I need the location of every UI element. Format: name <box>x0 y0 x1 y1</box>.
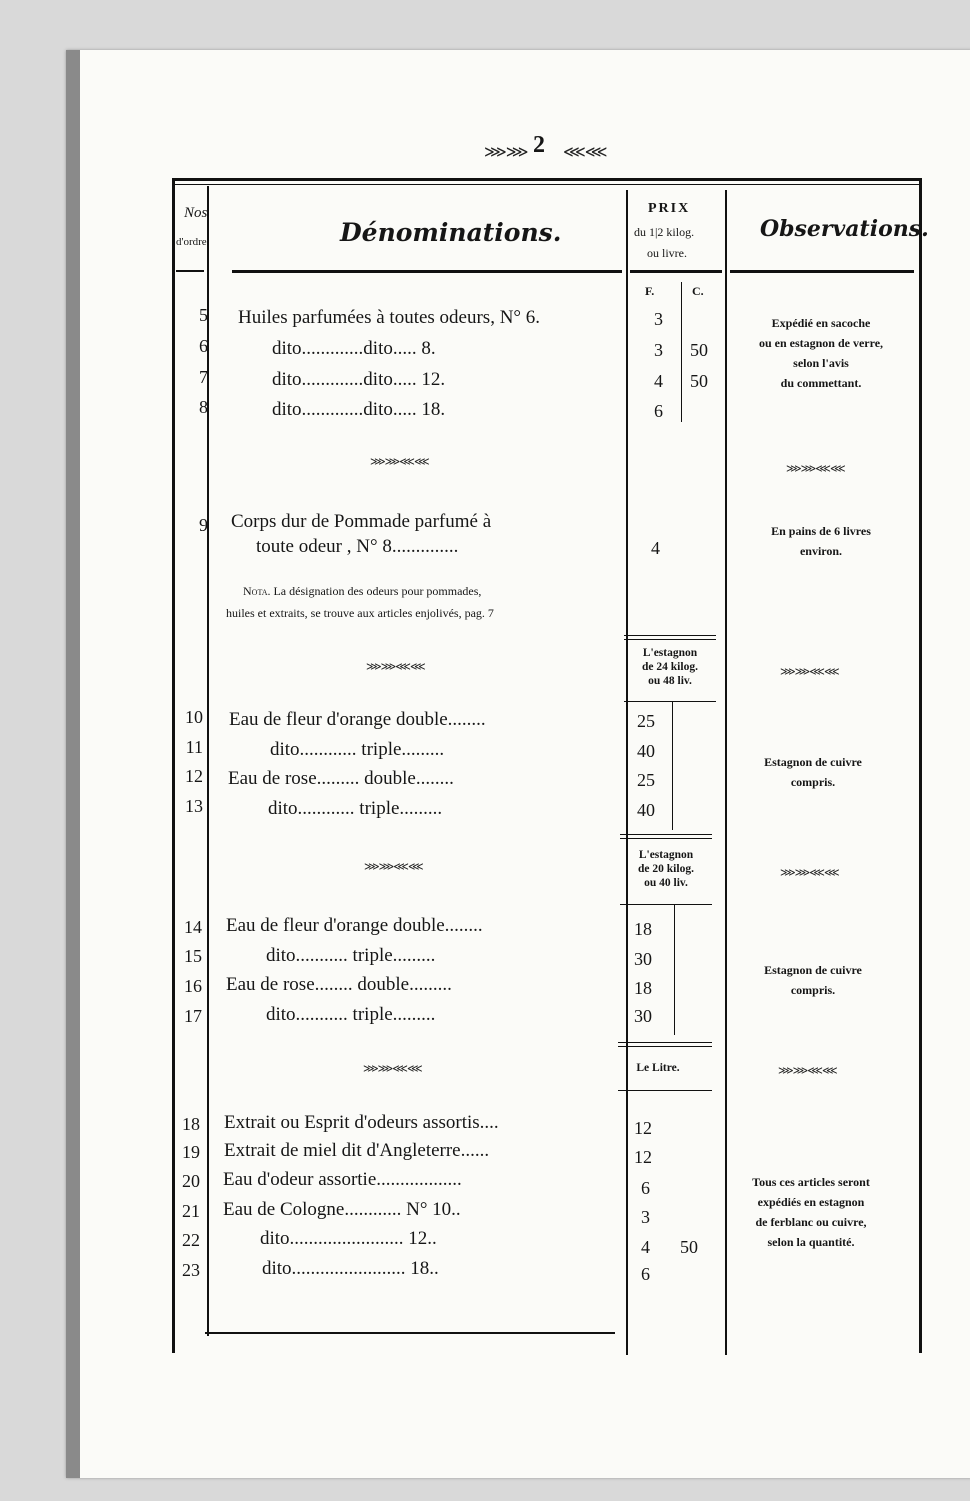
observation-2 <box>706 521 936 561</box>
observation-line: du commettant. <box>780 376 862 390</box>
row-number: 21 <box>182 1201 200 1221</box>
unit-label-1 <box>622 646 718 688</box>
nota-label: Nota. <box>243 584 271 598</box>
row-description: Eau de rose........ double......... <box>226 974 452 995</box>
row-number: 14 <box>184 917 202 937</box>
row-price-f: 18 <box>634 978 652 998</box>
ornament-right: ⋘⋘ <box>563 144 607 161</box>
row-description: dito........................ 12.. <box>260 1228 437 1249</box>
unit-line: L'estagnon <box>638 849 694 861</box>
row-number: 22 <box>182 1230 200 1250</box>
row-description: Eau de rose......... double........ <box>228 768 454 789</box>
row-description: dito........... triple......... <box>266 1004 436 1025</box>
row-description: dito........... triple......... <box>266 945 436 966</box>
unit-box-top2 <box>618 1046 712 1047</box>
row-price-f: 4 <box>641 1237 650 1257</box>
ornament-separator: ⋙⋙⋘⋘ <box>780 666 839 678</box>
header-ordre: d'ordre <box>176 236 207 248</box>
ornament-separator: ⋙⋙⋘⋘ <box>370 456 429 468</box>
observation-4 <box>718 960 908 1000</box>
row-description: dito............ triple......... <box>270 739 445 760</box>
row-number: 8 <box>199 397 208 417</box>
unit-box-top <box>624 635 716 636</box>
nota-text <box>243 581 481 602</box>
unit-line: L'estagnon <box>642 647 698 659</box>
row-number: 10 <box>185 707 203 727</box>
header-prix: PRIX <box>648 201 691 216</box>
observation-line: Tous ces articles seront <box>752 1175 870 1189</box>
row-description: Eau de fleur d'orange double........ <box>229 709 486 730</box>
header-prix-sub1: du 1|2 kilog. <box>634 225 695 239</box>
ornament-separator: ⋙⋙⋘⋘ <box>786 463 845 475</box>
row-price-f: 30 <box>634 1006 652 1026</box>
row-number: 7 <box>199 367 208 387</box>
header-bottom-rule <box>232 270 622 273</box>
observation-line: Estagnon de cuivre <box>764 963 862 977</box>
unit-box-bottom <box>620 904 712 905</box>
observation-line: compris. <box>790 775 836 789</box>
row-price-c: 50 <box>690 371 708 391</box>
observation-line: En pains de 6 livres <box>771 524 871 538</box>
unit-line: ou 40 liv. <box>644 877 688 889</box>
ornament-separator: ⋙⋙⋘⋘ <box>366 661 425 673</box>
row-price-f: 40 <box>637 800 655 820</box>
col-fc-rule-3 <box>672 702 673 830</box>
row-price-f: 4 <box>651 538 660 558</box>
row-description: dito........................ 18.. <box>262 1258 439 1279</box>
observation-line: Estagnon de cuivre <box>764 755 862 769</box>
ornament-separator: ⋙⋙⋘⋘ <box>778 1065 837 1077</box>
observation-line: selon l'avis <box>793 356 849 370</box>
unit-label-3: Le Litre. <box>636 1062 680 1074</box>
unit-box-top2 <box>624 639 716 640</box>
observation-line: ou en estagnon de verre, <box>758 336 884 350</box>
row-price-f: 6 <box>641 1264 650 1284</box>
table-top-rule-thin <box>172 184 922 185</box>
row-price-f: 30 <box>634 949 652 969</box>
header-bottom-rule-no <box>176 270 204 272</box>
observation-5 <box>716 1172 906 1252</box>
row-price-f: 3 <box>654 340 663 360</box>
row-price-f: 25 <box>637 711 655 731</box>
observation-line: compris. <box>790 983 836 997</box>
row-description: Eau de Cologne............ N° 10.. <box>223 1199 461 1220</box>
row-description: Eau de fleur d'orange double........ <box>226 915 483 936</box>
observation-line: environ. <box>799 544 843 558</box>
row-price-f: 12 <box>634 1118 652 1138</box>
row-description: Huiles parfumées à toutes odeurs, N° 6. <box>238 307 541 328</box>
row-price-f: 25 <box>637 770 655 790</box>
observation-1 <box>726 313 916 393</box>
ornament-left: ⋙⋙ <box>484 144 528 161</box>
row-description: Extrait ou Esprit d'odeurs assortis.... <box>224 1112 499 1133</box>
observation-3 <box>718 752 908 792</box>
row-number: 16 <box>184 976 202 996</box>
unit-label-2 <box>618 848 714 890</box>
row-number: 18 <box>182 1114 200 1134</box>
header-prix-sub2: ou livre. <box>647 246 687 260</box>
ornament-separator: ⋙⋙⋘⋘ <box>363 1063 422 1075</box>
header-bottom-rule-prix <box>630 270 722 273</box>
unit-line: de 20 kilog. <box>638 863 694 875</box>
table-right-rule <box>919 178 922 1353</box>
unit-box-bottom <box>624 701 716 702</box>
unit-box-bottom <box>618 1090 712 1091</box>
row-description: toute odeur , N° 8.............. <box>256 536 459 557</box>
row-price-f: 6 <box>641 1178 650 1198</box>
row-number: 12 <box>185 766 203 786</box>
row-price-f: 3 <box>654 309 663 329</box>
row-price-f: 40 <box>637 741 655 761</box>
row-price-c: 50 <box>680 1237 698 1257</box>
unit-line: de 24 kilog. <box>642 661 698 673</box>
row-description: dito............ triple......... <box>268 798 443 819</box>
header-denominations: Dénominations. <box>340 218 562 247</box>
row-price-c: 50 <box>690 340 708 360</box>
row-description: Extrait de miel dit d'Angleterre...... <box>224 1140 490 1161</box>
col-fc-rule <box>681 282 682 422</box>
ornament-separator: ⋙⋙⋘⋘ <box>780 867 839 879</box>
nota-text-line2: huiles et extraits, se trouve aux articles enjolivés, pag. 7 <box>226 606 494 620</box>
row-price-f: 4 <box>654 371 663 391</box>
row-number: 23 <box>182 1260 200 1280</box>
row-price-f: 18 <box>634 919 652 939</box>
row-number: 6 <box>199 336 208 356</box>
row-price-f: 3 <box>641 1207 650 1227</box>
row-description: Corps dur de Pommade parfumé à <box>231 511 492 532</box>
row-number: 20 <box>182 1171 200 1191</box>
observation-line: expédiés en estagnon <box>757 1195 865 1209</box>
row-description: dito.............dito..... 12. <box>272 369 446 390</box>
row-number: 9 <box>199 515 208 535</box>
row-number: 13 <box>185 796 203 816</box>
table-top-rule <box>172 178 922 181</box>
row-price-f: 12 <box>634 1147 652 1167</box>
unit-box-top <box>620 834 712 835</box>
nota-line: La désignation des odeurs pour pommades, <box>273 584 482 598</box>
col-fc-rule-4 <box>674 905 675 1035</box>
observation-line: selon la quantité. <box>767 1235 855 1249</box>
header-no: Nos <box>184 205 208 221</box>
row-number: 11 <box>185 737 203 757</box>
row-description: dito.............dito..... 18. <box>272 399 446 420</box>
header-bottom-rule-obs <box>730 270 914 273</box>
row-price-f: 6 <box>654 401 663 421</box>
unit-box-top <box>618 1042 712 1043</box>
ornament-separator: ⋙⋙⋘⋘ <box>364 861 423 873</box>
row-description: dito.............dito..... 8. <box>272 338 436 359</box>
row-number: 19 <box>182 1142 200 1162</box>
page-number: 2 <box>533 132 545 158</box>
row-description: Eau d'odeur assortie.................. <box>223 1169 462 1190</box>
unit-line: ou 48 liv. <box>648 675 692 687</box>
header-c: C. <box>692 284 704 298</box>
observation-line: Expédié en sacoche <box>771 316 871 330</box>
row-number: 17 <box>184 1006 202 1026</box>
header-f: F. <box>645 284 655 298</box>
observation-line: de ferblanc ou cuivre, <box>755 1215 867 1229</box>
header-observations: Observations. <box>760 216 929 242</box>
row-number: 5 <box>199 305 208 325</box>
col-no-rule <box>207 186 209 1336</box>
row-number: 15 <box>184 946 202 966</box>
unit-box-top2 <box>620 838 712 839</box>
col-denom-rule <box>626 190 628 1355</box>
table-bottom-rule <box>205 1332 615 1334</box>
